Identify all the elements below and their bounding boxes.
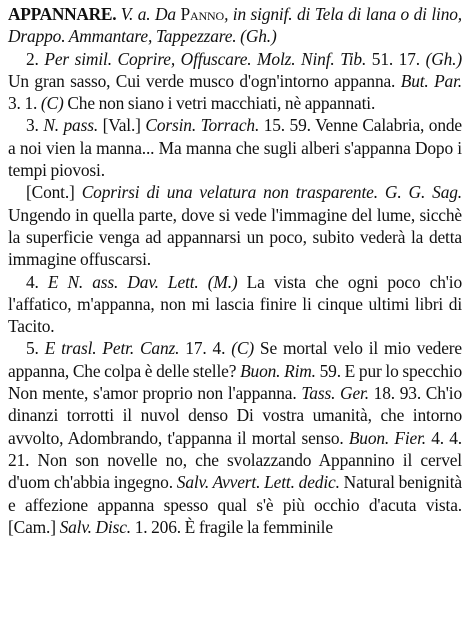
- italic-run: E trasl. Petr. Canz.: [44, 338, 180, 359]
- text-run: 4. 4. 21. Non son novelle no, che svolazzando Appannino il cervel d'uom ch'abbia ingegno.: [8, 427, 462, 493]
- italic-run: (C): [40, 93, 64, 114]
- text-run: 59. E pur lo specchio Non mente, s'amor proprio non l'appanna.: [8, 360, 463, 404]
- italic-run: E N. ass. Dav. Lett.: [47, 271, 199, 292]
- italic-run: But. Par.: [400, 70, 462, 91]
- text-run: Ungendo in quella parte, dove si vede l'immagine del lume, sicchè la superficie venga ad appannarsi un poco, subito vederà la detta immagine offuscarsi.: [8, 204, 462, 270]
- smallcaps-run: Panno: [180, 4, 225, 24]
- text-run: La vista che ogni poco ch'io l'affatico, m'appanna, non mi lascia finire li cinque ultimi libri di Tacito.: [8, 271, 462, 337]
- text-run: [199, 272, 208, 292]
- text-run: 1. 206. È fragile la femminile: [131, 516, 333, 537]
- text-run: Se mortal velo il mio vedere appanna, Che colpa è delle stelle?: [8, 338, 463, 381]
- text-run: [Val.]: [98, 115, 146, 136]
- text-run: 2.: [26, 48, 45, 69]
- italic-run: V. a. Da: [116, 4, 181, 24]
- entry-paragraph: [8, 337, 462, 538]
- text-run: 4.: [26, 271, 48, 292]
- entry-paragraph: [8, 181, 462, 270]
- text-run: 3. 1.: [8, 93, 41, 114]
- headword: APPANNARE.: [8, 4, 117, 24]
- italic-run: (C): [231, 338, 254, 359]
- text-run: 3.: [26, 115, 44, 136]
- entry-paragraph: [8, 114, 462, 181]
- italic-run: , in signif. di Tela di lana o di lino, Drappo. Ammantare, Tappezzare. (Gh.): [8, 4, 462, 47]
- dictionary-entry-appannare: [8, 3, 462, 538]
- italic-run: Salv. Avvert. Lett. dedic.: [176, 472, 340, 493]
- text-run: Che non siano i vetri macchiati, nè appannati.: [63, 93, 376, 114]
- entry-paragraph: [8, 271, 462, 338]
- italic-run: Buon. Rim.: [240, 360, 316, 381]
- text-run: 5.: [26, 338, 45, 359]
- italic-run: Buon. Fier.: [348, 427, 426, 448]
- text-run: 51. 17.: [366, 48, 426, 69]
- italic-run: (Gh.): [425, 48, 463, 69]
- text-run: 18. 93. Ch'io dinanzi torrotti il nuvol denso Di vostra umanità, che intorno avvolto, Adombrando, t'appanna il mortal senso.: [8, 383, 463, 448]
- text-run: 15. 59. Venne Calabria, onde a noi vien la manna... Ma manna che sugli alberi s'appanna Dopo i tempi piovosi.: [8, 115, 463, 181]
- italic-run: Corsin. Torrach.: [145, 115, 260, 136]
- italic-run: Tass. Ger.: [301, 383, 369, 404]
- entry-paragraph: [8, 3, 462, 48]
- italic-run: (M.): [207, 271, 238, 292]
- entry-paragraph: [8, 48, 462, 115]
- text-run: Natural benignità e affezione appanna spesso qual s'è più occhio d'acuta vista. [Cam.]: [8, 472, 462, 537]
- italic-run: Per simil. Coprire, Offuscare. Molz. Ninf. Tib.: [44, 48, 367, 69]
- italic-run: Salv. Disc.: [59, 516, 131, 537]
- text-run: [Cont.]: [26, 182, 82, 203]
- italic-run: Coprirsi di una velatura non trasparente. G. G. Sag.: [81, 182, 462, 203]
- text-run: 17. 4.: [179, 338, 232, 359]
- text-run: Un gran sasso, Cui verde musco d'ogn'intorno appanna.: [8, 70, 401, 91]
- italic-run: N. pass.: [43, 115, 99, 136]
